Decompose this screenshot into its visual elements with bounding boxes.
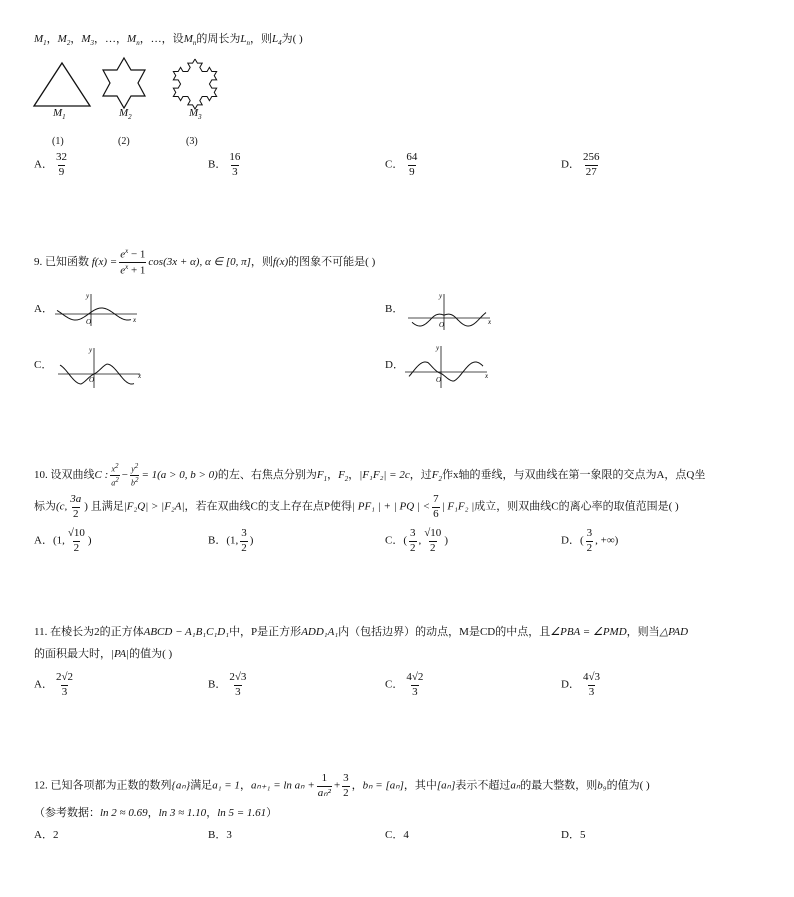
q10-option-d[interactable]: D．( $\frac{3}{2}$ , +∞)	[561, 527, 619, 554]
q12-stem-line1: 12. 已知各项都为正数的数列{aₙ}满足a₁ = 1，aₙ₊₁ = ln aₙ + $\frac{1}{\text{aₙ²}}$ + $\frac{3}{2}$ ，bₙ = [aₙ]，其中[aₙ]表示不超过aₙ的最大整数，则b₉的值为( )	[34, 772, 650, 799]
q8-stem: $M_1$，$M_2$，$M_3$，…，$M_n$，…，设$M_n$的周长为$L_n$，则$L_4$为( )	[34, 33, 303, 48]
q8-option-a[interactable]: A． $\frac{32}{9}$	[34, 151, 67, 178]
q9-option-c[interactable]: C．	[34, 359, 53, 371]
axis-y-label: y	[436, 344, 440, 352]
origin-label: O	[439, 321, 445, 329]
fig1-label: $M_1$	[53, 107, 66, 122]
snowflake-figure	[166, 52, 224, 112]
q11-option-d[interactable]: D． $\frac{4√3}{3}$	[561, 671, 600, 698]
graph-c[interactable]	[58, 344, 148, 390]
q9-stem: 9. 已知函数 f(x) = $\frac{e^x - 1}{e^x + 1}$ cos(3x + α), α ∈ [0, π]，则f(x)的图象不可能是( )	[34, 247, 376, 277]
graph-b[interactable]	[408, 292, 498, 334]
graph-d[interactable]	[405, 344, 495, 390]
q10-stem-line1: 10. 设双曲线C : $\frac{x^2}{a^2}$ − $\frac{y^2}{b^2}$ = 1(a > 0, b > 0)的左、右焦点分别为$F_1$，$F_2$，|F₁F₂| = 2c，过$F_2$作x轴的垂线，与双曲线在第一象限的交点为A，点Q坐	[34, 462, 706, 488]
origin-label: O	[436, 376, 442, 384]
q12-option-c[interactable]: C．4	[385, 829, 409, 841]
fig3-label: $M_3$	[189, 107, 202, 122]
q10-stem-line2: 标为(c, $\frac{3a}{2}$ ) 且满足|F₂Q| > |F₂A|，若在双曲线C的支上存在点P使得| PF₁ | + | PQ | < $\frac{7}{6}$ | F₁F₂ |成立，则双曲线C的离心率的取值范围是( )	[34, 493, 679, 520]
origin-label: O	[86, 318, 92, 326]
q12-reference-data: （参考数据：ln 2 ≈ 0.69，ln 3 ≈ 1.10，ln 5 = 1.61）	[34, 807, 278, 819]
fig2-caption: (2)	[118, 136, 130, 147]
fig1-caption: (1)	[52, 136, 64, 147]
q10-option-b[interactable]: B．(1, $\frac{3}{2}$ )	[208, 527, 254, 554]
q10-option-c[interactable]: C．( $\frac{3}{2}$ , $\frac{√10}{2}$ )	[385, 527, 448, 554]
q8-option-d[interactable]: D． $\frac{256}{27}$	[561, 151, 600, 178]
q10-option-a[interactable]: A．(1, $\frac{√10}{2}$ )	[34, 527, 92, 554]
q9-option-b[interactable]: B．	[385, 303, 404, 315]
axis-y-label: y	[439, 292, 443, 300]
q8-option-c[interactable]: C． $\frac{64}{9}$	[385, 151, 418, 178]
axis-x-label: x	[133, 316, 137, 324]
q11-option-b[interactable]: B． $\frac{2√3}{3}$	[208, 671, 247, 698]
q11-option-a[interactable]: A． $\frac{2√2}{3}$	[34, 671, 73, 698]
fig3-caption: (3)	[186, 136, 198, 147]
q12-option-d[interactable]: D．5	[561, 829, 586, 841]
q11-stem-line1: 11. 在棱长为2的正方体ABCD − A₁B₁C₁D₁中，P是正方形ADD₁A₁内（包括边界）的动点，M是CD的中点，且∠PBA = ∠PMD，则当△PAD	[34, 626, 689, 638]
q9-option-d[interactable]: D．	[385, 359, 404, 371]
q9-option-a[interactable]: A．	[34, 303, 53, 315]
q11-stem-line2: 的面积最大时，|PA|的值为( )	[34, 648, 173, 660]
axis-x-label: x	[488, 318, 492, 326]
star-figure	[100, 56, 148, 110]
fig2-label: $M_2$	[119, 107, 132, 122]
q11-option-c[interactable]: C． $\frac{4√2}{3}$	[385, 671, 424, 698]
triangle-figure	[32, 60, 92, 110]
q12-option-a[interactable]: A．2	[34, 829, 59, 841]
origin-label: O	[89, 376, 95, 384]
graph-a[interactable]	[55, 290, 145, 330]
q12-option-b[interactable]: B．3	[208, 829, 232, 841]
axis-y-label: y	[86, 292, 90, 300]
axis-x-label: x	[485, 372, 489, 380]
q8-option-b[interactable]: B． $\frac{16}{3}$	[208, 151, 241, 178]
axis-y-label: y	[89, 346, 93, 354]
axis-x-label: x	[138, 372, 142, 380]
